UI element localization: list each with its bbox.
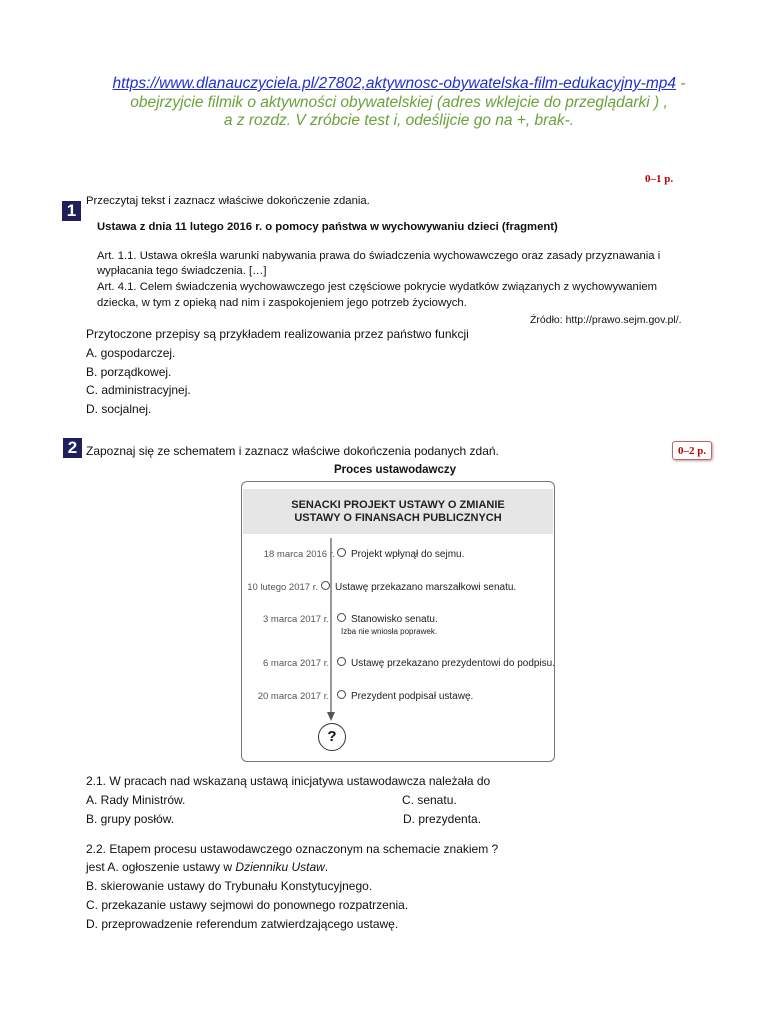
q22-option-d[interactable]: D. przeprowadzenie referendum zatwierdzającego ustawę.: [86, 917, 399, 931]
task1-art-line-2: wypłacania tego świadczenia. […]: [97, 265, 267, 277]
timeline-event-2: Ustawę przekazano marszałkowi senatu.: [335, 582, 517, 593]
timeline-arrow-icon: [327, 712, 335, 721]
header-link-line: [0, 74, 768, 93]
timeline-dot-icon: [337, 690, 346, 699]
q22-option-a[interactable]: [86, 860, 328, 875]
task1-points: 0–1 p.: [645, 173, 674, 185]
timeline-date-1: 18 marca 2016 r.: [263, 549, 335, 560]
task1-art-line-3: Art. 4.1. Celem świadczenia wychowawczego jest częściowe pokrycie wydatków związanych z wychowywaniem: [97, 281, 658, 293]
q22-option-c[interactable]: C. przekazanie ustawy sejmowi do ponownego rozpatrzenia.: [86, 898, 409, 912]
timeline-dot-icon: [337, 657, 346, 666]
diagram-header-line-2: USTAWY O FINANSACH PUBLICZNYCH: [294, 512, 502, 524]
task1-option-a[interactable]: A. gospodarczej.: [86, 346, 176, 360]
timeline-event-3-sub: Izba nie wniosła poprawek.: [341, 627, 438, 636]
q21-option-a[interactable]: A. Rady Ministrów.: [86, 793, 186, 807]
timeline-event-1: Projekt wpłynął do sejmu.: [351, 549, 465, 560]
q21-option-c[interactable]: C. senatu.: [402, 793, 457, 807]
header-line-2: obejrzyjcie filmik o aktywności obywatelskiej (adres wklejcie do przeglądarki ) ,: [130, 94, 668, 111]
question-mark-marker: ?: [318, 723, 346, 751]
q22-option-b[interactable]: B. skierowanie ustawy do Trybunału Konstytucyjnego.: [86, 879, 373, 893]
timeline-date-4: 6 marca 2017 r.: [262, 658, 329, 669]
timeline-event-3: Stanowisko senatu.: [351, 614, 438, 625]
task1-art-line-1: Art. 1.1. Ustawa określa warunki nabywania prawa do świadczenia wychowawczego oraz zasady przyznawania i: [97, 250, 661, 262]
q22-question: 2.2. Etapem procesu ustawodawczego oznaczonym na schemacie znakiem ?: [86, 842, 499, 856]
timeline-date-3: 3 marca 2017 r.: [262, 614, 329, 625]
film-link[interactable]: https://www.dlanauczyciela.pl/27802,aktywnosc-obywatelska-film-edukacyjny-mp4: [112, 75, 676, 92]
q22-option-a-suffix: .: [324, 860, 329, 874]
task1-source: Źródło: http://prawo.sejm.gov.pl/.: [530, 314, 682, 326]
q22-option-a-prefix: jest A. ogłoszenie ustawy w: [86, 860, 236, 874]
task1-question: Przytoczone przepisy są przykładem realizowania przez państwo funkcji: [86, 327, 469, 341]
q21-question: 2.1. W pracach nad wskazaną ustawą inicjatywa ustawodawcza należała do: [86, 774, 491, 788]
diagram-title: Proces ustawodawczy: [333, 464, 457, 476]
diagram-header: [243, 489, 553, 534]
timeline-dot-icon: [337, 548, 346, 557]
header-line-3: a z rozdz. V zróbcie test i, odeślijcie go na +, brak-.: [223, 112, 575, 129]
q22-option-a-italic: Dzienniku Ustaw: [235, 860, 325, 874]
task2-points: 0–2 p.: [672, 441, 712, 460]
timeline-dot-icon: [337, 613, 346, 622]
task1-number-badge: 1: [62, 201, 81, 221]
q21-option-b[interactable]: B. grupy posłów.: [86, 812, 175, 826]
task1-option-b[interactable]: B. porządkowej.: [86, 365, 172, 379]
diagram-header-line-1: SENACKI PROJEKT USTAWY O ZMIANIE: [291, 499, 505, 511]
timeline-date-5: 20 marca 2017 r.: [257, 691, 329, 702]
task1-instruction: Przeczytaj tekst i zaznacz właściwe dokończenie zdania.: [86, 195, 370, 207]
task1-option-c[interactable]: C. administracyjnej.: [86, 383, 191, 397]
link-suffix: -: [675, 75, 686, 92]
q21-option-d[interactable]: D. prezydenta.: [403, 812, 482, 826]
timeline-dot-icon: [321, 581, 330, 590]
task1-option-d[interactable]: D. socjalnej.: [86, 402, 152, 416]
timeline-event-5: Prezydent podpisał ustawę.: [351, 691, 474, 702]
task2-number-badge: 2: [63, 438, 82, 458]
timeline-event-4: Ustawę przekazano prezydentowi do podpisu.: [351, 658, 556, 669]
task1-art-line-4: dziecka, w tym z opieką nad nim i zaspokojeniem jego potrzeb życiowych.: [97, 297, 467, 309]
task2-instruction: Zapoznaj się ze schematem i zaznacz właściwe dokończenia podanych zdań.: [86, 444, 499, 458]
task1-source-title: Ustawa z dnia 11 lutego 2016 r. o pomocy państwa w wychowywaniu dzieci (fragment): [97, 221, 558, 233]
timeline-date-2: 10 lutego 2017 r.: [247, 582, 318, 593]
